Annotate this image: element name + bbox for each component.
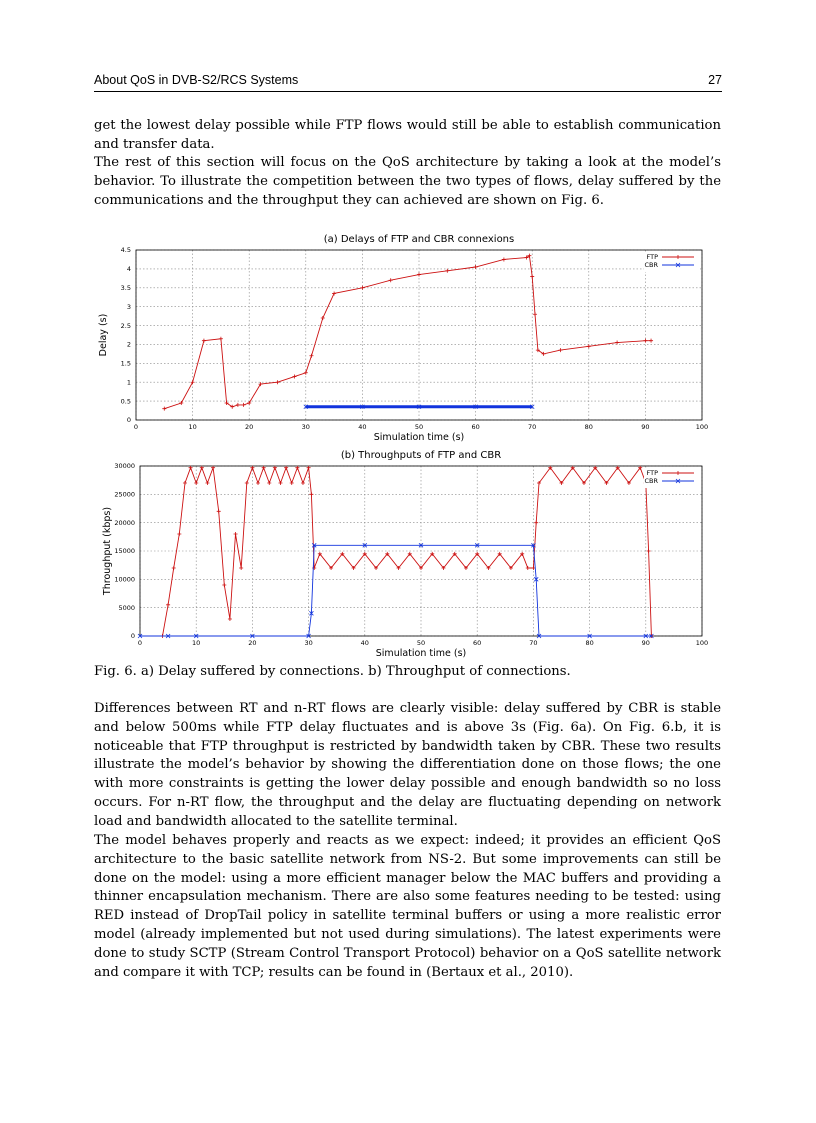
y-tick-label: 0 (130, 632, 135, 641)
x-tick-label: 10 (188, 423, 197, 431)
figure-6 (94, 228, 714, 660)
x-tick-label: 0 (133, 423, 139, 431)
data-point-ftp (183, 481, 187, 485)
y-tick-label: 10000 (114, 575, 135, 584)
x-tick-label: 100 (695, 639, 709, 647)
data-point-ftp (290, 481, 294, 485)
y-tick-label: 2 (126, 340, 131, 349)
data-point-ftp (647, 549, 651, 553)
data-point-ftp (332, 291, 336, 295)
data-point-ftp (259, 382, 263, 386)
chart-throughput (102, 450, 708, 659)
data-point-ftp (360, 286, 364, 290)
data-point-ftp (526, 566, 530, 570)
y-tick-label: 1.5 (120, 359, 131, 368)
data-point-ftp (202, 339, 206, 343)
data-point-ftp (533, 312, 537, 316)
x-tick-label: 40 (360, 639, 369, 647)
x-tick-label: 30 (304, 639, 313, 647)
data-point-ftp (304, 371, 308, 375)
y-tick-label: 0 (126, 416, 131, 425)
y-tick-label: 0.5 (120, 397, 131, 406)
data-point-ftp (309, 354, 313, 358)
data-point-ftp (172, 566, 176, 570)
x-tick-label: 20 (245, 423, 254, 431)
data-point-ftp (276, 380, 280, 384)
data-point-ftp (162, 407, 166, 411)
data-point-ftp (559, 348, 563, 352)
series-line-cbr (140, 545, 651, 636)
chart-delay (98, 234, 708, 443)
legend-label-cbr: CBR (644, 477, 658, 485)
data-point-ftp (217, 509, 221, 513)
paragraph-results: Differences between RT and n-RT flows are clearly visible: delay suffered by CBR is stable and below 500ms while FTP delay fluctuates and is above 3s (Fig. 6a). On Fig. 6.b, it is noticeable that FTP throughput is restricted by bandwidth taken by CBR. These two results illustrate the model’s behavior by showing the differentiation done on those flows; the one with more constraints is getting the lower delay possible and enough bandwidth so no loss occurs. For n-RT flow, the throughput and the delay are fluctuating depending on network load and bandwidth allocated to the satellite terminal. (94, 701, 721, 829)
data-point-ftp (309, 492, 313, 496)
data-point-ftp (530, 274, 534, 278)
data-point-ftp (194, 481, 198, 485)
chart-title: (b) Throughputs of FTP and CBR (340, 450, 502, 461)
header-title: About QoS in DVB-S2/RCS Systems (94, 73, 299, 87)
chart-title: (a) Delays of FTP and CBR connexions (323, 234, 515, 245)
x-tick-label: 90 (641, 639, 650, 647)
data-point-ftp (239, 566, 243, 570)
data-point-ftp (643, 339, 647, 343)
running-header (94, 73, 722, 92)
legend-label-ftp: FTP (646, 253, 658, 261)
page-number: 27 (708, 73, 722, 87)
data-point-ftp (649, 339, 653, 343)
x-tick-label: 30 (301, 423, 310, 431)
data-point-ftp (234, 532, 238, 536)
x-tick-label: 0 (137, 639, 143, 647)
data-point-ftp (292, 375, 296, 379)
data-point-ftp (267, 481, 271, 485)
data-point-ftp (502, 257, 506, 261)
paragraph-section-focus: The rest of this section will focus on the QoS architecture by taking a look at the model’s behavior. To illustrate the competition between the two types of flows, delay suffered by the communications and the throughput they can achieved are shown on Fig. 6. (94, 155, 721, 208)
y-tick-label: 2.5 (120, 321, 131, 330)
x-tick-label: 60 (473, 639, 482, 647)
data-point-ftp (247, 401, 251, 405)
x-tick-label: 60 (471, 423, 480, 431)
data-point-ftp (445, 269, 449, 273)
x-tick-label: 70 (528, 423, 537, 431)
y-tick-label: 25000 (114, 490, 135, 499)
data-point-ftp (587, 344, 591, 348)
y-tick-label: 4.5 (120, 246, 131, 255)
y-tick-label: 30000 (114, 462, 135, 471)
data-point-ftp (389, 278, 393, 282)
data-point-ftp (222, 583, 226, 587)
y-tick-label: 20000 (114, 518, 135, 527)
y-tick-label: 5000 (118, 603, 135, 612)
paragraph-intro: get the lowest delay possible while FTP flows would still be able to establish communication and transfer data. (94, 118, 721, 152)
data-point-ftp (219, 337, 223, 341)
legend-label-ftp: FTP (646, 469, 658, 477)
legend-label-cbr: CBR (644, 261, 658, 269)
x-tick-label: 50 (416, 639, 426, 647)
y-tick-label: 15000 (114, 547, 135, 556)
data-point-ftp (301, 481, 305, 485)
x-tick-label: 20 (248, 639, 257, 647)
x-tick-label: 80 (585, 639, 594, 647)
data-point-ftp (177, 532, 181, 536)
series-line-ftp (164, 256, 651, 409)
figure-caption: Fig. 6. a) Delay suffered by connections. b) Throughput of connections. (94, 664, 571, 679)
data-point-ftp (236, 403, 240, 407)
data-point-ftp (205, 481, 209, 485)
data-point-ftp (417, 273, 421, 277)
x-tick-label: 80 (584, 423, 593, 431)
x-tick-label: 100 (695, 423, 709, 431)
data-point-ftp (534, 521, 538, 525)
x-tick-label: 90 (641, 423, 650, 431)
y-axis-label: Throughput (kbps) (102, 506, 113, 596)
data-point-ftp (279, 481, 283, 485)
data-point-ftp (256, 481, 260, 485)
series-line-ftp (163, 468, 652, 636)
data-point-ftp (166, 603, 170, 607)
y-tick-label: 3 (126, 302, 131, 311)
y-tick-label: 1 (126, 378, 131, 387)
data-point-ftp (245, 481, 249, 485)
paragraph-conclusion: The model behaves properly and reacts as we expect: indeed; it provides an efficient QoS architecture to the basic satellite network from NS-2. But some improvements can still be done on the model: using a more efficient manager below the MAC buffers and providing a thinner encapsulation mechanism. There are also some features needing to be tested: using RED instead of DropTail policy in satellite terminal buffers or using a more realistic error model (already implemented but not used during simulations). The latest experiments were done to study SCTP (Stream Control Transport Protocol) behavior on a QoS satellite network and compare it with TCP; results can be found in (Bertaux et al., 2010). (94, 833, 721, 980)
x-tick-label: 70 (529, 639, 538, 647)
data-point-ftp (191, 380, 195, 384)
y-tick-label: 4 (126, 265, 131, 274)
data-point-ftp (242, 403, 246, 407)
data-point-ftp (228, 617, 232, 621)
x-tick-label: 10 (192, 639, 201, 647)
data-point-ftp (615, 341, 619, 345)
x-axis-label: Simulation time (s) (375, 648, 467, 659)
x-axis-label: Simulation time (s) (373, 432, 465, 443)
x-tick-label: 50 (414, 423, 424, 431)
data-point-ftp (474, 265, 478, 269)
data-point-ftp (321, 316, 325, 320)
y-axis-label: Delay (s) (98, 313, 109, 357)
y-tick-label: 3.5 (120, 283, 131, 292)
data-point-ftp (179, 401, 183, 405)
x-tick-label: 40 (358, 423, 367, 431)
